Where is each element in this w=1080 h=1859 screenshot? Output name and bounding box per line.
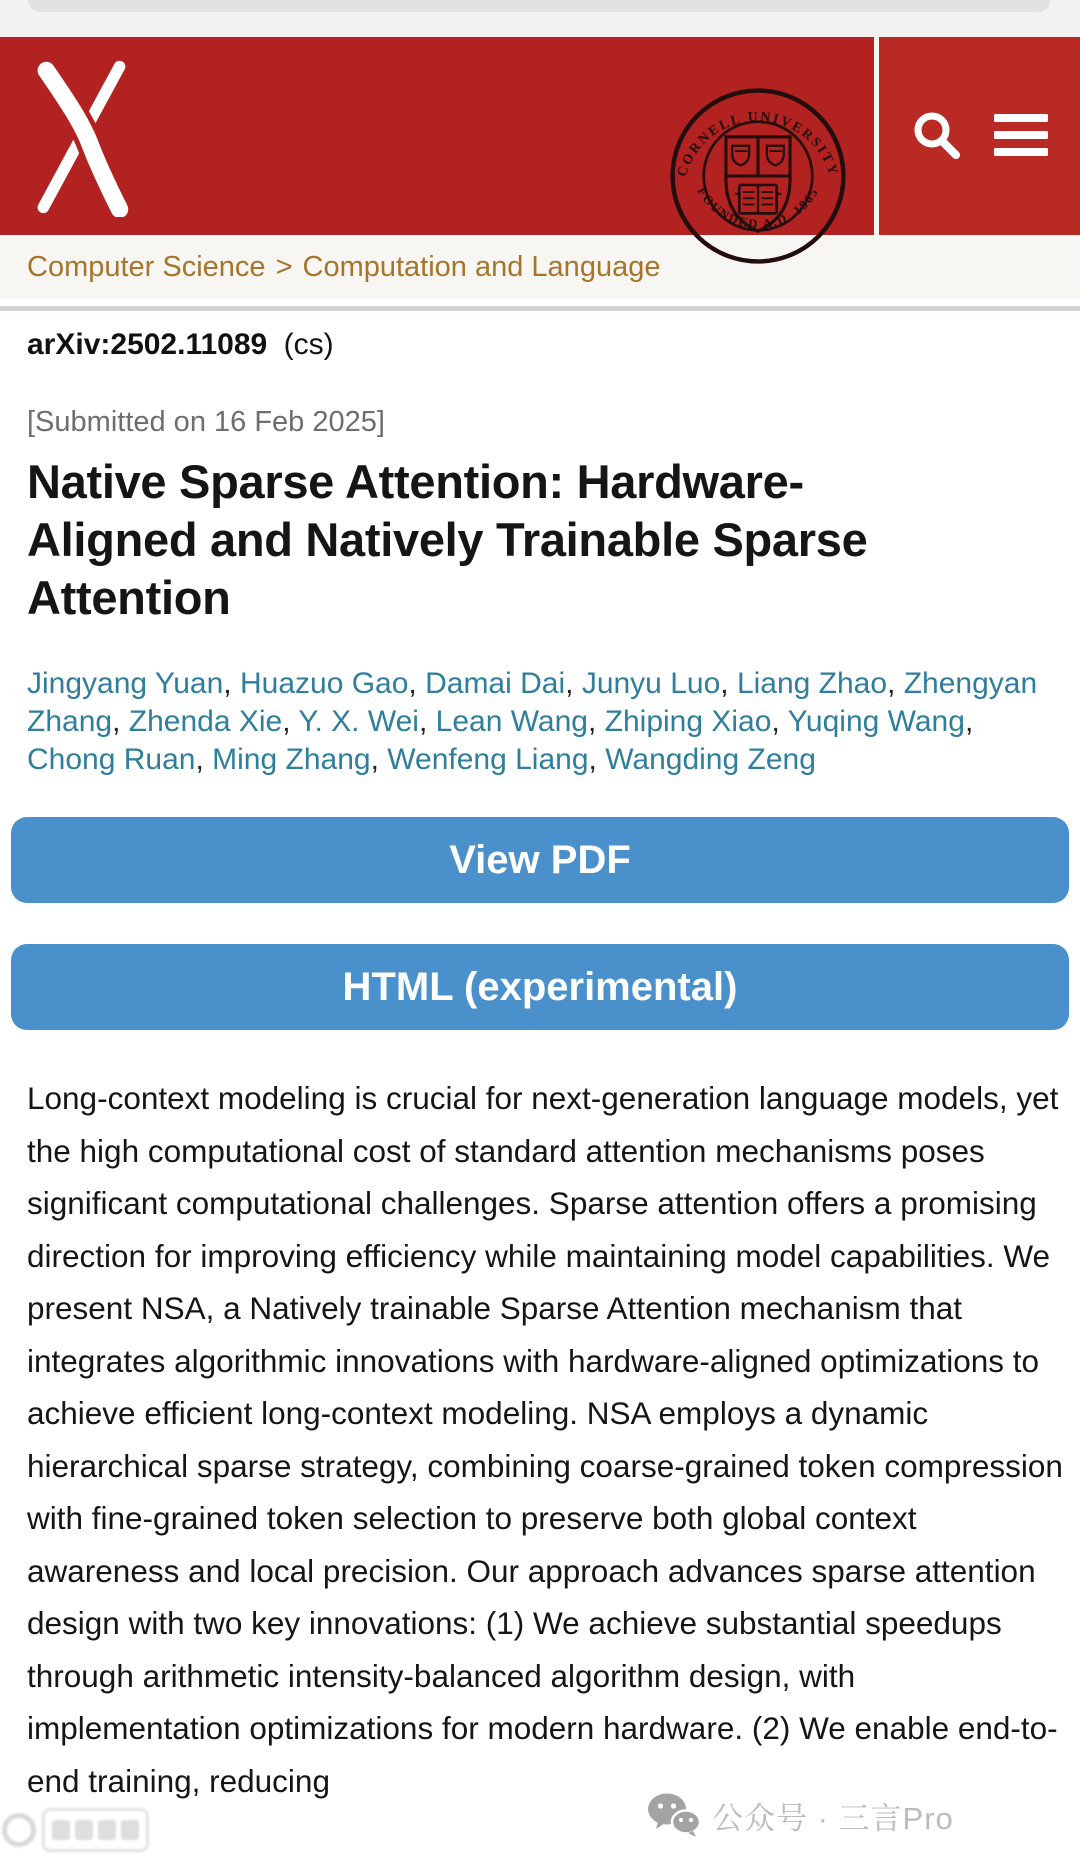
view-pdf-button[interactable]: View PDF — [11, 817, 1069, 903]
author-link[interactable]: Ming Zhang — [212, 743, 371, 776]
search-icon — [911, 109, 963, 161]
breadcrumb — [0, 235, 1080, 299]
seal-top-text: CORNELL UNIVERSITY — [673, 108, 843, 179]
arxiv-id: arXiv:2502.11089 — [27, 328, 268, 361]
abstract-text: Long-context modeling is crucial for next-generation language models, yet the high computational cost of standard attention mechanisms poses significant computational challenges. Sparse attention offers a promising direction for improving efficiency while maintaining model capabilities. We present NSA, a Natively trainable Sparse Attention mechanism that integrates algorithmic innovations with hardware-aligned optimizations to achieve efficient long-context modeling. NSA employs a dynamic hierarchical sparse strategy, combining coarse-grained token compression with fine-grained token selection to preserve both global context awareness and local precision. Our approach advances sparse attention design with two key innovations: (1) We achieve substantial speedups through arithmetic intensity-balanced algorithm design, with implementation optimizations for modern hardware. (2) We enable end-to-end training, reducing — [27, 1080, 1063, 1799]
header-rule — [0, 306, 1080, 311]
seal-bottom-text: FOUNDED A.D. 1865 — [694, 184, 822, 232]
faint-watermark — [2, 1806, 162, 1854]
menu-button[interactable] — [994, 114, 1048, 159]
arxiv-category: (cs) — [283, 328, 334, 361]
author-link[interactable]: Zhenda Xie — [128, 705, 283, 738]
submission-date: [Submitted on 16 Feb 2025] — [27, 406, 385, 438]
arxiv-logo[interactable] — [26, 55, 134, 217]
breadcrumb-section-link[interactable]: Computer Science — [27, 250, 266, 283]
arxiv-id-row — [27, 328, 1066, 362]
author-link[interactable]: Yuqing Wang — [787, 705, 965, 738]
author-link[interactable]: Zhiping Xiao — [604, 705, 772, 738]
banner-nav — [879, 37, 1080, 235]
author-link[interactable]: Liang Zhao — [736, 667, 888, 700]
author-link[interactable]: Zhengyan Zhang — [27, 667, 1038, 738]
author-link[interactable]: Chong Ruan — [27, 743, 196, 776]
faint-watermark-ring — [2, 1813, 36, 1847]
author-link[interactable]: Damai Dai — [425, 667, 566, 700]
author-link[interactable]: Jingyang Yuan — [27, 667, 224, 700]
cornell-university-seal[interactable] — [669, 87, 847, 265]
search-button[interactable] — [911, 109, 963, 164]
author-link[interactable]: Wenfeng Liang — [387, 743, 589, 776]
html-experimental-button[interactable]: HTML (experimental) — [11, 944, 1069, 1030]
header-banner — [0, 37, 1080, 235]
paper-title: Native Sparse Attention: Hardware-Aligned and Natively Trainable Sparse Attention — [27, 455, 868, 624]
breadcrumb-separator: > — [275, 250, 293, 283]
breadcrumb-subsection-link[interactable]: Computation and Language — [302, 250, 661, 283]
arxiv-logo-icon — [26, 55, 134, 217]
article-content — [0, 328, 1080, 1807]
author-link[interactable]: Lean Wang — [435, 705, 588, 738]
cornell-seal-icon — [669, 87, 847, 265]
author-link[interactable]: Junyu Luo — [581, 667, 721, 700]
top-system-strip — [0, 0, 1080, 37]
author-list: Jingyang Yuan, Huazuo Gao, Damai Dai, Junyu Luo, Liang Zhao, Zhengyan Zhang, Zhenda Xie, Y. X. Wei, Lean Wang, Zhiping Xiao, Yuqing Wang, Chong Ruan, Ming Zhang, Wenfeng Liang, Wangding Zeng — [27, 667, 1038, 776]
author-link[interactable]: Wangding Zeng — [605, 743, 816, 776]
author-link[interactable]: Y. X. Wei — [298, 705, 419, 738]
wechat-watermark-text: 公众号 · 三言Pro — [712, 1800, 954, 1836]
top-strip-card — [28, 0, 1050, 12]
author-link[interactable]: Huazuo Gao — [239, 667, 409, 700]
faint-watermark-box — [42, 1808, 149, 1852]
hamburger-menu-icon — [994, 114, 1048, 156]
